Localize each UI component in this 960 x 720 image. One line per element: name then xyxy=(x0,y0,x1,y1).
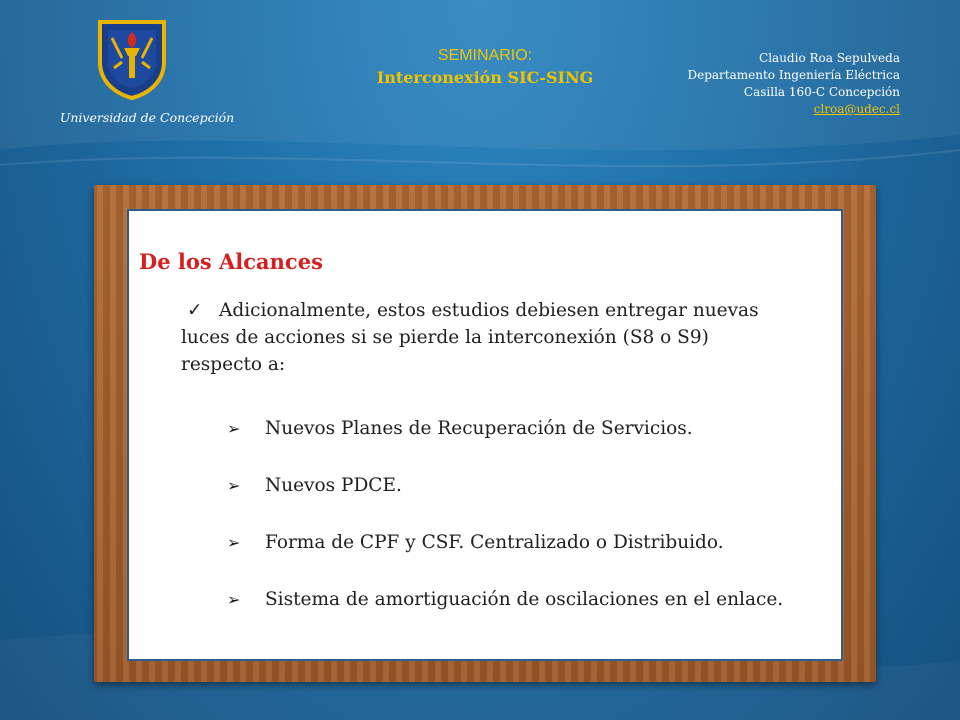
list-item xyxy=(227,586,797,613)
list-item-text: Nuevos PDCE. xyxy=(265,475,402,496)
list-item xyxy=(227,415,797,442)
seminar-title: Interconexión SIC-SING xyxy=(376,68,594,87)
list-item-text: Nuevos Planes de Recuperación de Servicios. xyxy=(265,418,693,439)
university-name: Universidad de Concepción xyxy=(59,110,235,125)
author-block xyxy=(688,50,901,118)
content-panel xyxy=(127,209,843,661)
arrow-bullet-icon: ➢ xyxy=(227,419,241,438)
wooden-board-frame xyxy=(94,185,876,682)
list-item xyxy=(227,529,797,556)
author-email-link[interactable]: clroa@udec.cl xyxy=(813,102,900,116)
author-name: Claudio Roa Sepulveda xyxy=(759,51,900,65)
list-item xyxy=(227,472,797,499)
arrow-bullet-icon: ➢ xyxy=(227,590,241,609)
arrow-bullet-icon: ➢ xyxy=(227,533,241,552)
author-address: Casilla 160-C Concepción xyxy=(743,85,900,99)
seminar-title-block xyxy=(330,45,640,89)
bullet-list xyxy=(227,415,797,643)
seminar-label: SEMINARIO: xyxy=(437,47,533,64)
university-crest-icon xyxy=(96,18,168,100)
list-item-text: Sistema de amortiguación de oscilaciones en el enlace. xyxy=(265,589,784,610)
lead-text: Adicionalmente, estos estudios debiesen entregar nuevas luces de acciones si se pierde la interconexión (S8 o S9) respecto a: xyxy=(181,300,759,375)
check-icon: ✓ xyxy=(187,300,203,321)
lead-paragraph xyxy=(181,297,791,378)
author-department: Departamento Ingeniería Eléctrica xyxy=(687,68,900,82)
arrow-bullet-icon: ➢ xyxy=(227,476,241,495)
list-item-text: Forma de CPF y CSF. Centralizado o Distribuido. xyxy=(265,532,724,553)
section-heading: De los Alcances xyxy=(139,249,323,274)
